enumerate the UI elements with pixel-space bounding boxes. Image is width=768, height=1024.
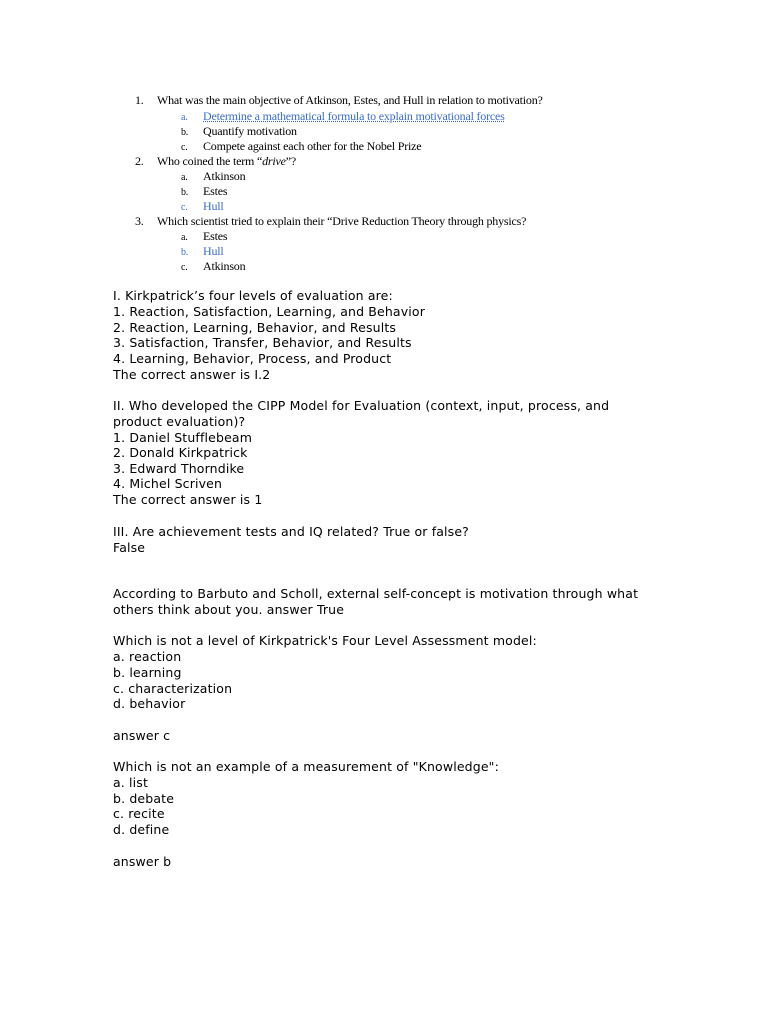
kirkpatrick-option-1: 1. Reaction, Satisfaction, Learning, and Behavior	[113, 304, 426, 319]
cipp-question-line-1: II. Who developed the CIPP Model for Evaluation (context, input, process, and	[113, 398, 610, 413]
q1-option-b: b. Quantify motivation	[181, 124, 297, 138]
q1-option-a: a. Determine a mathematical formula to explain motivational forces	[181, 109, 505, 123]
q3-option-a: a. Estes	[181, 229, 228, 243]
barbuto-line-1: According to Barbuto and Scholl, external self-concept is motivation through what	[113, 586, 639, 601]
cipp-option-4: 4. Michel Scriven	[113, 476, 223, 491]
iq-question: III. Are achievement tests and IQ related? True or false?	[113, 524, 469, 539]
cipp-question-line-2: product evaluation)?	[113, 414, 246, 429]
q3-option-b: b. Hull	[181, 244, 224, 258]
knowledge-question: Which is not an example of a measurement of "Knowledge":	[113, 759, 499, 774]
knowledge-option-b: b. debate	[113, 791, 175, 806]
kirkpatrick-answer: The correct answer is I.2	[113, 367, 271, 382]
question-2: 2. Who coined the term “drive”?	[135, 154, 297, 168]
four-level-option-a: a. reaction	[113, 649, 182, 664]
cipp-option-2: 2. Donald Kirkpatrick	[113, 445, 248, 460]
q2-option-a: a. Atkinson	[181, 169, 246, 183]
four-level-option-d: d. behavior	[113, 696, 186, 711]
question-1: 1. What was the main objective of Atkinson, Estes, and Hull in relation to motivation?	[135, 93, 543, 107]
q2-option-c: c. Hull	[181, 199, 224, 213]
iq-answer: False	[113, 540, 146, 555]
kirkpatrick-option-4: 4. Learning, Behavior, Process, and Product	[113, 351, 392, 366]
kirkpatrick-question: I. Kirkpatrick’s four levels of evaluation are:	[113, 288, 393, 303]
cipp-option-3: 3. Edward Thorndike	[113, 461, 245, 476]
q3-option-c: c. Atkinson	[181, 259, 246, 273]
cipp-answer: The correct answer is 1	[113, 492, 263, 507]
knowledge-option-a: a. list	[113, 775, 149, 790]
four-level-question: Which is not a level of Kirkpatrick's Four Level Assessment model:	[113, 633, 537, 648]
kirkpatrick-option-3: 3. Satisfaction, Transfer, Behavior, and Results	[113, 335, 412, 350]
cipp-option-1: 1. Daniel Stufflebeam	[113, 430, 253, 445]
knowledge-option-c: c. recite	[113, 806, 165, 821]
four-level-answer: answer c	[113, 728, 171, 743]
q1-option-c: c. Compete against each other for the Nobel Prize	[181, 139, 422, 153]
knowledge-option-d: d. define	[113, 822, 170, 837]
q2-option-b: b. Estes	[181, 184, 228, 198]
kirkpatrick-option-2: 2. Reaction, Learning, Behavior, and Results	[113, 320, 397, 335]
knowledge-answer: answer b	[113, 854, 172, 869]
barbuto-line-2: others think about you. answer True	[113, 602, 345, 617]
question-3: 3. Which scientist tried to explain their “Drive Reduction Theory through physics?	[135, 214, 527, 228]
four-level-option-b: b. learning	[113, 665, 182, 680]
four-level-option-c: c. characterization	[113, 681, 233, 696]
